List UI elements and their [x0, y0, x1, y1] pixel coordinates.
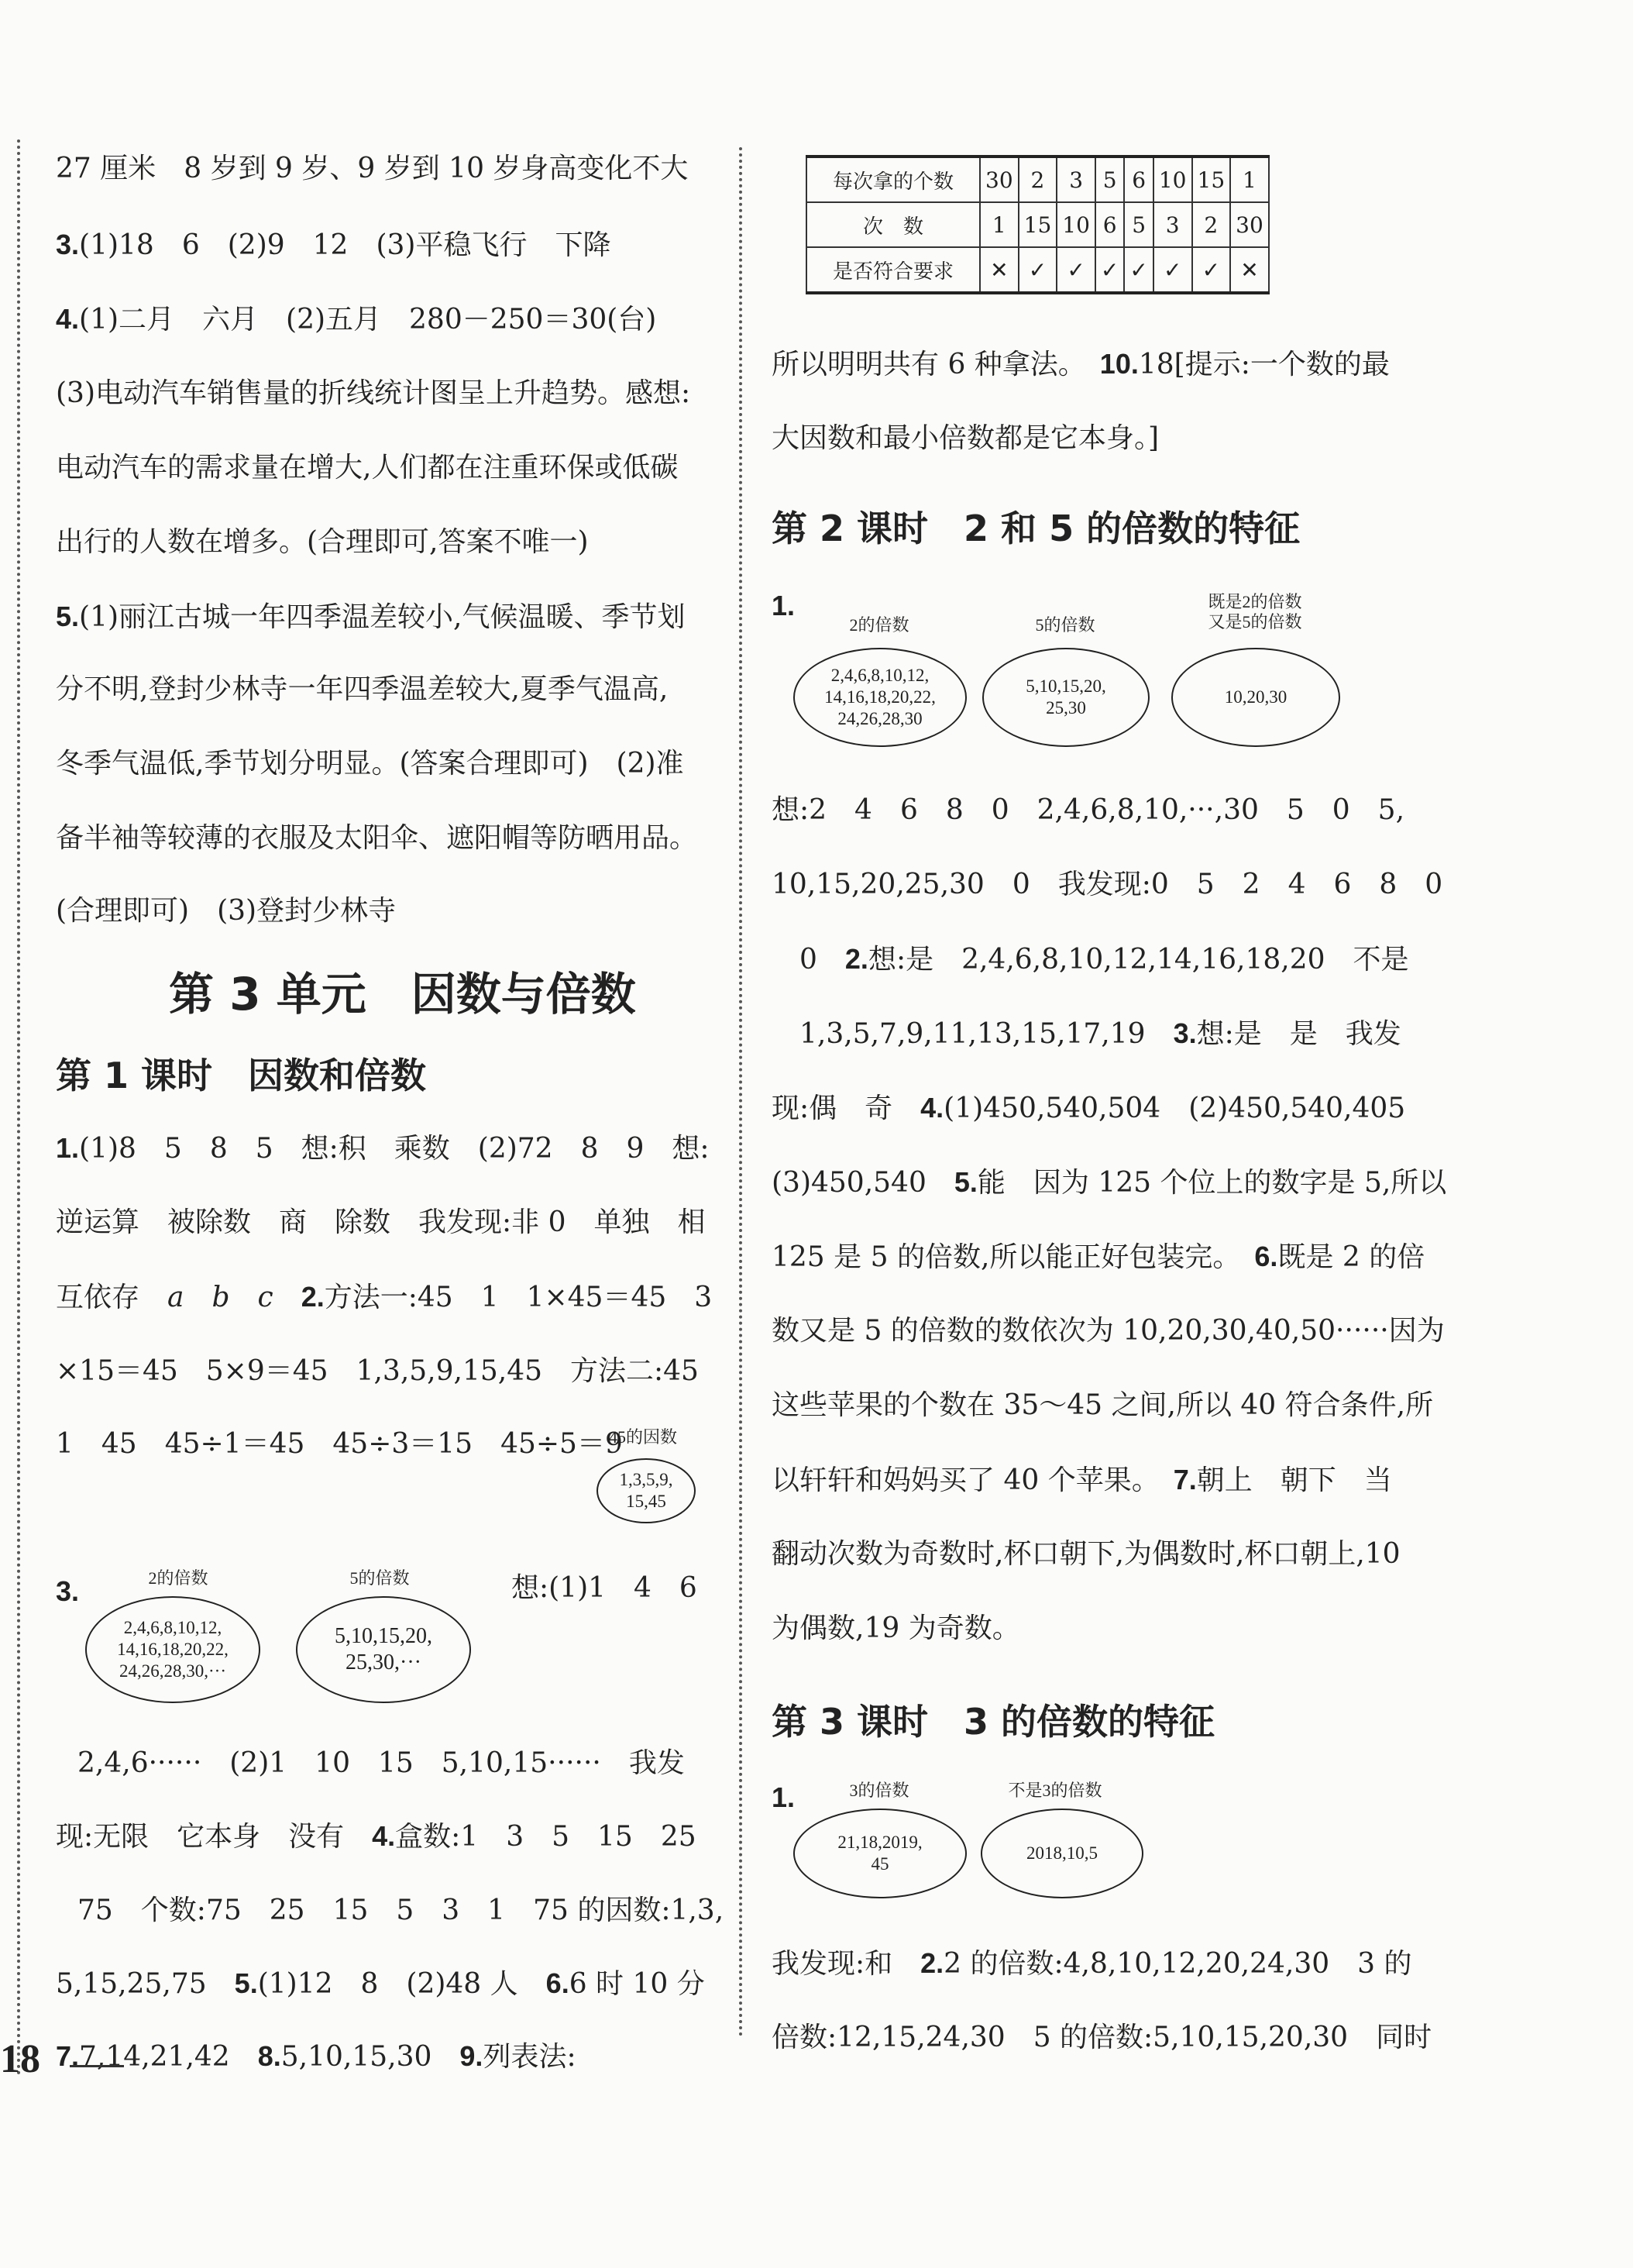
l1-row-3 — [56, 1279, 712, 1316]
l2-oval-2-line-2: 14,16,18,20,22, — [824, 687, 936, 707]
l3-oval-3-line-1: 21,18,2019, — [837, 1833, 923, 1852]
l2-q2-number: 2. — [844, 943, 868, 975]
check-icon: ✓ — [1057, 247, 1095, 293]
l3-oval-not3 — [981, 1809, 1143, 1898]
left-line-4: (3)电动汽车销售量的折线统计图呈上升趋势。感想: — [56, 377, 691, 409]
cell: 10 — [1153, 157, 1192, 202]
q4-text: (1)二月 六月 (2)五月 280－250＝30(台) — [79, 304, 657, 336]
l1-q3-oval-2-line-2: 14,16,18,20,22, — [117, 1640, 229, 1659]
l2-row-7 — [772, 1238, 1425, 1276]
l2-row-5a: 现:偶 奇 — [772, 1093, 921, 1124]
l2-row-5 — [772, 1089, 1405, 1127]
l1-row-10c: 列表法: — [483, 2041, 576, 2073]
l2-oval-5 — [982, 648, 1150, 747]
l2-row-3 — [772, 941, 1409, 979]
left-line-1: 27 厘米 8 岁到 9 岁、9 岁到 10 岁身高变化不大 — [56, 153, 689, 184]
lesson1-title: 第 1 课时 因数和倍数 — [56, 1055, 427, 1096]
cell: 30 — [980, 157, 1019, 202]
right-line-1 — [772, 346, 1390, 384]
q4-number: 4. — [56, 303, 80, 335]
q10-number: 10. — [1099, 348, 1139, 380]
l2-row-6 — [772, 1164, 1446, 1202]
l3-q2-number: 2. — [920, 1947, 944, 1979]
l1-q3-label-5: 5的倍数 — [349, 1568, 410, 1588]
cell: 6 — [1124, 157, 1153, 202]
l2-label-5: 5的倍数 — [1035, 615, 1095, 635]
l2-row-4a: 1,3,5,7,9,11,13,15,17,19 — [772, 1018, 1174, 1050]
l2-oval-2-line-1: 2,4,6,8,10,12, — [830, 666, 930, 685]
factors-oval — [596, 1458, 696, 1523]
l2-row-6b: 能 因为 125 个位上的数字是 5,所以 — [977, 1167, 1447, 1199]
l1-row-9c: 6 时 10 分 — [569, 1968, 705, 2000]
table-row-valid — [806, 247, 1269, 293]
l2-oval-5-line-1: 5,10,15,20, — [1026, 676, 1106, 696]
l1-q2-number: 2. — [301, 1281, 325, 1313]
q5-text: (1)丽江古城一年四季温差较小,气候温暖、季节划 — [79, 601, 686, 633]
row-header-per-take: 每次拿的个数 — [806, 157, 980, 202]
l1-row-9 — [56, 1965, 705, 2003]
l1-row-8: 75 个数:75 25 15 5 3 1 75 的因数:1,3, — [77, 1895, 724, 1926]
l1-q3-oval-5 — [296, 1596, 471, 1703]
l2-row-1: 想:2 4 6 8 0 2,4,6,8,10,···,30 5 0 5, — [772, 794, 1405, 826]
left-line-10: 备半袖等较薄的衣服及太阳伞、遮阳帽等防晒用品。 — [56, 822, 698, 854]
l1-q7-number: 7. — [56, 2040, 80, 2072]
row-header-valid: 是否符合要求 — [806, 247, 980, 293]
l2-q7-number: 7. — [1173, 1464, 1197, 1495]
l2-row-4b: 想:是 是 我发 — [1196, 1018, 1401, 1050]
l1-q3-oval-5-line-1: 5,10,15,20, — [335, 1624, 432, 1648]
check-icon: ✓ — [1124, 247, 1153, 293]
l2-row-12: 为偶数,19 为奇数。 — [772, 1612, 1020, 1644]
page-number: 18 — [0, 2037, 40, 2081]
l2-oval-2-line-3: 24,26,28,30 — [837, 709, 923, 728]
l1-row-7a: 现:无限 它本身 没有 — [56, 1821, 373, 1853]
left-line-8: 分不明,登封少林寺一年四季温差较大,夏季气温高, — [56, 673, 669, 705]
l1-q3-oval-5-line-2: 25,30,··· — [346, 1650, 421, 1674]
l3-oval-3-line-2: 45 — [871, 1854, 889, 1874]
l1-row-2: 逆运算 被除数 商 除数 我发现:非 0 单独 相 — [56, 1206, 706, 1238]
check-icon: ✓ — [1019, 247, 1057, 293]
l2-label-both — [1170, 592, 1340, 632]
l3-row-1a: 我发现:和 — [772, 1948, 921, 1980]
q3-number: 3. — [56, 229, 80, 260]
l2-q4-number: 4. — [920, 1092, 944, 1124]
l3-label-3: 3的倍数 — [849, 1781, 909, 1800]
l2-row-3b: 想:是 2,4,6,8,10,12,14,16,18,20 不是 — [868, 944, 1409, 976]
l1-q3-oval-2-line-1: 2,4,6,8,10,12, — [123, 1618, 222, 1637]
l2-oval-both-text: 10,20,30 — [1224, 687, 1287, 707]
l3-q1-number: 1. — [772, 1781, 796, 1813]
row-header-times: 次 数 — [806, 202, 980, 247]
right-line-1b: 18[提示:一个数的最 — [1138, 349, 1390, 380]
l1-q3-think: 想:(1)1 4 6 — [511, 1572, 697, 1604]
factors-oval-line-2: 15,45 — [626, 1492, 666, 1511]
l1-row-10 — [56, 2038, 576, 2076]
l1-q8-number: 8. — [257, 2040, 281, 2072]
l1-q3-number: 3. — [56, 1575, 80, 1607]
l2-row-5b: (1)450,540,504 (2)450,540,405 — [944, 1093, 1406, 1124]
l1-row-7 — [56, 1818, 696, 1856]
left-q5 — [56, 598, 685, 636]
l1-row-1 — [56, 1130, 710, 1168]
l1-row-5: 1 45 45÷1＝45 45÷3＝15 45÷5＝9 — [56, 1428, 623, 1460]
l3-row-2: 倍数:12,15,24,30 5 的倍数:5,10,15,20,30 同时 — [772, 2022, 1432, 2053]
l1-q1-number: 1. — [56, 1132, 80, 1164]
l2-row-6a: (3)450,540 — [772, 1167, 954, 1199]
factors-oval-line-1: 1,3,5,9, — [619, 1470, 673, 1489]
l2-oval-both — [1171, 648, 1340, 747]
l2-q5-number: 5. — [954, 1166, 978, 1198]
factors-label: 45的因数 — [608, 1427, 677, 1447]
l1-q3-oval-2 — [85, 1596, 260, 1703]
l1-row-1-text: (1)8 5 8 5 想:积 乘数 (2)72 8 9 想: — [79, 1133, 710, 1165]
l2-row-2: 10,15,20,25,30 0 我发现:0 5 2 4 6 8 0 — [772, 869, 1443, 900]
cell: 15 — [1192, 157, 1231, 202]
right-line-1a: 所以明明共有 6 种拿法。 — [772, 349, 1100, 380]
l1-q5-number: 5. — [234, 1967, 258, 1999]
l2-q6-number: 6. — [1254, 1241, 1278, 1272]
l3-row-1 — [772, 1945, 1412, 1983]
l2-row-10b: 朝上 朝下 当 — [1196, 1464, 1392, 1496]
l1-row-3b: 方法一:45 1 1×45＝45 3 — [324, 1282, 713, 1313]
l2-row-7a: 125 是 5 的倍数,所以能正好包装完。 — [772, 1241, 1255, 1273]
table-row-per-take — [806, 157, 1269, 202]
check-icon: ✓ — [1192, 247, 1231, 293]
l2-label-2: 2的倍数 — [849, 615, 909, 635]
cell: 3 — [1057, 157, 1095, 202]
left-margin-dotted-line — [17, 139, 20, 2077]
take-count-table — [806, 155, 1270, 294]
l2-row-11: 翻动次数为奇数时,杯口朝下,为偶数时,杯口朝上,10 — [772, 1538, 1401, 1570]
l2-row-4 — [772, 1015, 1401, 1053]
l1-row-9a: 5,15,25,75 — [56, 1968, 235, 2000]
l1-row-10a: 7,14,21,42 — [79, 2041, 258, 2073]
l1-row-4: ×15＝45 5×9＝45 1,3,5,9,15,45 方法二:45 — [56, 1355, 699, 1387]
left-line-11: (合理即可) (3)登封少林寺 — [56, 895, 397, 927]
cell: 1 — [980, 202, 1019, 247]
q5-number: 5. — [56, 601, 80, 632]
l1-row-10b: 5,10,15,30 — [280, 2041, 460, 2073]
l1-row-7b: 盒数:1 3 5 15 25 — [395, 1821, 696, 1853]
cross-icon: ✕ — [980, 247, 1019, 293]
check-icon: ✓ — [1095, 247, 1124, 293]
l2-q3-number: 3. — [1173, 1017, 1197, 1049]
l1-row-3a: 互依存 — [56, 1282, 168, 1313]
l1-q3-label-2: 2的倍数 — [148, 1568, 208, 1588]
check-icon: ✓ — [1153, 247, 1192, 293]
right-line-2: 大因数和最小倍数都是它本身。] — [772, 422, 1160, 454]
lesson2-title: 第 2 课时 2 和 5 的倍数的特征 — [772, 508, 1301, 549]
cell: 2 — [1019, 157, 1057, 202]
unit-title: 第 3 单元 因数与倍数 — [169, 968, 636, 1020]
cell: 1 — [1230, 157, 1269, 202]
cell: 5 — [1124, 202, 1153, 247]
cross-icon: ✕ — [1230, 247, 1269, 293]
left-q3 — [56, 226, 610, 264]
lesson3-title: 第 3 课时 3 的倍数的特征 — [772, 1701, 1215, 1743]
cell: 15 — [1019, 202, 1057, 247]
l1-q9-number: 9. — [459, 2040, 483, 2072]
page-number-dash — [70, 2065, 124, 2067]
l2-oval-2 — [793, 648, 967, 747]
cell: 3 — [1153, 202, 1192, 247]
cell: 2 — [1192, 202, 1231, 247]
l1-row-6: 2,4,6······ (2)1 10 15 5,10,15······ 我发 — [77, 1747, 685, 1779]
left-line-6: 出行的人数在增多。(合理即可,答案不唯一) — [56, 526, 589, 558]
l2-row-10 — [772, 1461, 1392, 1499]
l2-row-10a: 以轩轩和妈妈买了 40 个苹果。 — [772, 1464, 1174, 1496]
l2-label-both-line-2: 又是5的倍数 — [1208, 612, 1302, 632]
cell: 30 — [1230, 202, 1269, 247]
left-line-9: 冬季气温低,季节划分明显。(答案合理即可) (2)准 — [56, 748, 684, 780]
column-separator — [739, 147, 742, 2038]
l3-row-1b: 2 的倍数:4,8,10,12,20,24,30 3 的 — [944, 1948, 1412, 1980]
l2-row-9: 这些苹果的个数在 35～45 之间,所以 40 符合条件,所 — [772, 1389, 1434, 1421]
l1-row-3-italic: a b c — [167, 1282, 273, 1313]
l1-row-9b: (1)12 8 (2)48 人 — [257, 1968, 546, 2000]
l1-q6-number: 6. — [545, 1967, 569, 1999]
q3-text: (1)18 6 (2)9 12 (3)平稳飞行 下降 — [79, 229, 611, 261]
l3-oval-3 — [793, 1809, 967, 1898]
cell: 5 — [1095, 157, 1124, 202]
l3-oval-not3-text: 2018,10,5 — [1026, 1843, 1098, 1863]
l2-label-both-line-1: 既是2的倍数 — [1208, 592, 1302, 611]
cell: 6 — [1095, 202, 1124, 247]
l1-q4-number: 4. — [372, 1820, 396, 1852]
table-row-times — [806, 202, 1269, 247]
left-q4 — [56, 301, 656, 339]
cell: 10 — [1057, 202, 1095, 247]
l2-row-8: 数又是 5 的倍数的数依次为 10,20,30,40,50······因为 — [772, 1315, 1445, 1347]
l3-label-not3: 不是3的倍数 — [1008, 1781, 1102, 1800]
l2-oval-5-line-2: 25,30 — [1046, 698, 1086, 718]
l2-q1-number: 1. — [772, 590, 796, 621]
l1-q3-oval-2-line-3: 24,26,28,30,··· — [119, 1661, 226, 1681]
left-line-5: 电动汽车的需求量在增大,人们都在注重环保或低碳 — [56, 452, 679, 484]
l2-row-3a: 0 — [772, 944, 845, 976]
l2-row-7b: 既是 2 的倍 — [1277, 1241, 1425, 1273]
